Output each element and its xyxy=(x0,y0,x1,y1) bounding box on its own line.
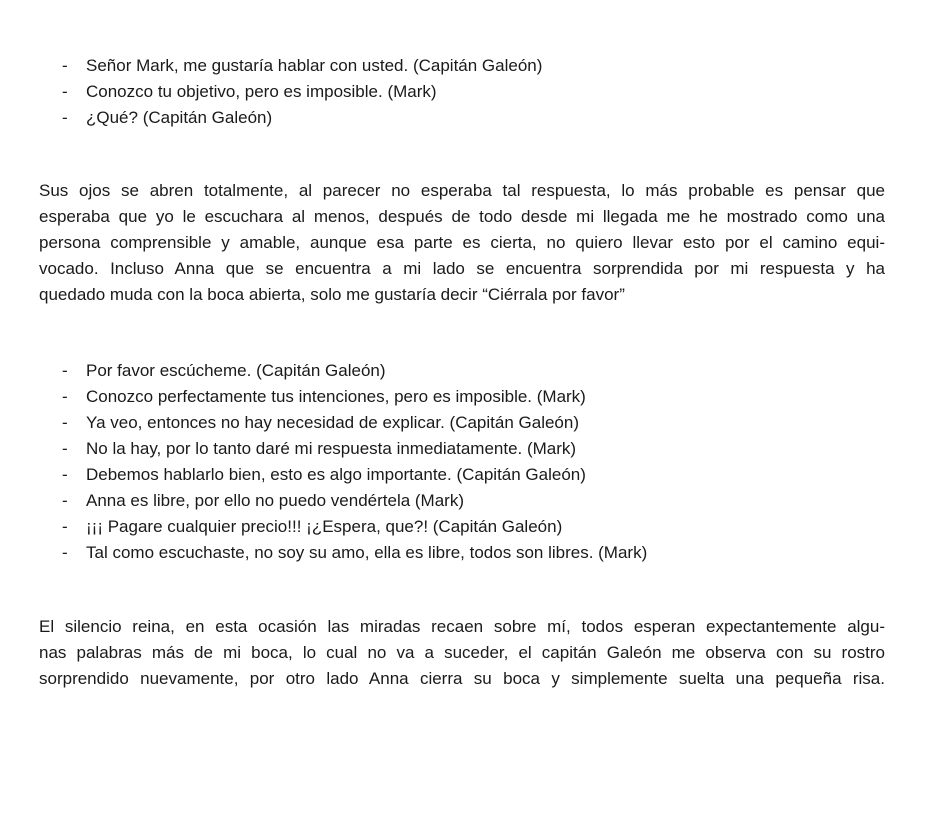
dialogue-text: ¿Qué? (Capitán Galeón) xyxy=(86,108,273,127)
dash-bullet: - xyxy=(62,543,68,562)
dialogue-text: Conozco tu objetivo, pero es imposible. (Mark) xyxy=(86,82,437,101)
dialogue-text: Debemos hablarlo bien, esto es algo importante. (Capitán Galeón) xyxy=(86,465,586,484)
dash-bullet: - xyxy=(62,465,68,484)
dash-bullet: - xyxy=(62,491,68,510)
dialogue-text: Ya veo, entonces no hay necesidad de explicar. (Capitán Galeón) xyxy=(86,413,579,432)
dialogue-line xyxy=(62,358,647,384)
dialogue-line xyxy=(62,488,647,514)
dialogue-line xyxy=(62,105,542,131)
dialogue-line xyxy=(62,410,647,436)
dialogue-text: Tal como escuchaste, no soy su amo, ella es libre, todos son libres. (Mark) xyxy=(86,543,648,562)
dash-bullet: - xyxy=(62,82,68,101)
paragraph-line: vocado. Incluso Anna que se encuentra a mi lado se encuentra sorprendida por mi respuesta y ha xyxy=(39,259,885,278)
dialogue-line xyxy=(62,53,542,79)
paragraph-line: El silencio reina, en esta ocasión las miradas recaen sobre mí, todos esperan expectantemente algu- xyxy=(39,617,885,636)
narrative-paragraph-2 xyxy=(39,614,885,692)
paragraph-line: nas palabras más de mi boca, lo cual no va a suceder, el capitán Galeón me observa con su rostro xyxy=(39,643,885,662)
dialogue-line xyxy=(62,514,647,540)
dialogue-list-1 xyxy=(62,53,542,131)
paragraph-line: persona comprensible y amable, aunque esa parte es cierta, no quiero llevar esto por el camino equi- xyxy=(39,233,885,252)
paragraph-line: esperaba que yo le escuchara al menos, después de todo desde mi llegada me he mostrado como una xyxy=(39,207,885,226)
dialogue-line xyxy=(62,436,647,462)
dialogue-text: Por favor escúcheme. (Capitán Galeón) xyxy=(86,361,386,380)
dialogue-text: Señor Mark, me gustaría hablar con usted. (Capitán Galeón) xyxy=(86,56,543,75)
dash-bullet: - xyxy=(62,413,68,432)
dash-bullet: - xyxy=(62,387,68,406)
dialogue-line xyxy=(62,79,542,105)
dialogue-text: Conozco perfectamente tus intenciones, pero es imposible. (Mark) xyxy=(86,387,586,406)
dialogue-line xyxy=(62,384,647,410)
dialogue-text: Anna es libre, por ello no puedo vendértela (Mark) xyxy=(86,491,464,510)
narrative-paragraph-1 xyxy=(39,178,885,308)
dialogue-list-2 xyxy=(62,358,647,566)
dash-bullet: - xyxy=(62,108,68,127)
dash-bullet: - xyxy=(62,361,68,380)
paragraph-line: Sus ojos se abren totalmente, al parecer no esperaba tal respuesta, lo más probable es pensar que xyxy=(39,181,885,200)
dash-bullet: - xyxy=(62,517,68,536)
dash-bullet: - xyxy=(62,439,68,458)
dialogue-line xyxy=(62,540,647,566)
dash-bullet: - xyxy=(62,56,68,75)
dialogue-line xyxy=(62,462,647,488)
dialogue-text: No la hay, por lo tanto daré mi respuesta inmediatamente. (Mark) xyxy=(86,439,577,458)
paragraph-line: sorprendido nuevamente, por otro lado Anna cierra su boca y simplemente suelta una pequeña risa. xyxy=(39,669,885,688)
paragraph-line: quedado muda con la boca abierta, solo me gustaría decir “Ciérrala por favor” xyxy=(39,285,625,304)
dialogue-text: ¡¡¡ Pagare cualquier precio!!! ¡¿Espera, que?! (Capitán Galeón) xyxy=(86,517,563,536)
